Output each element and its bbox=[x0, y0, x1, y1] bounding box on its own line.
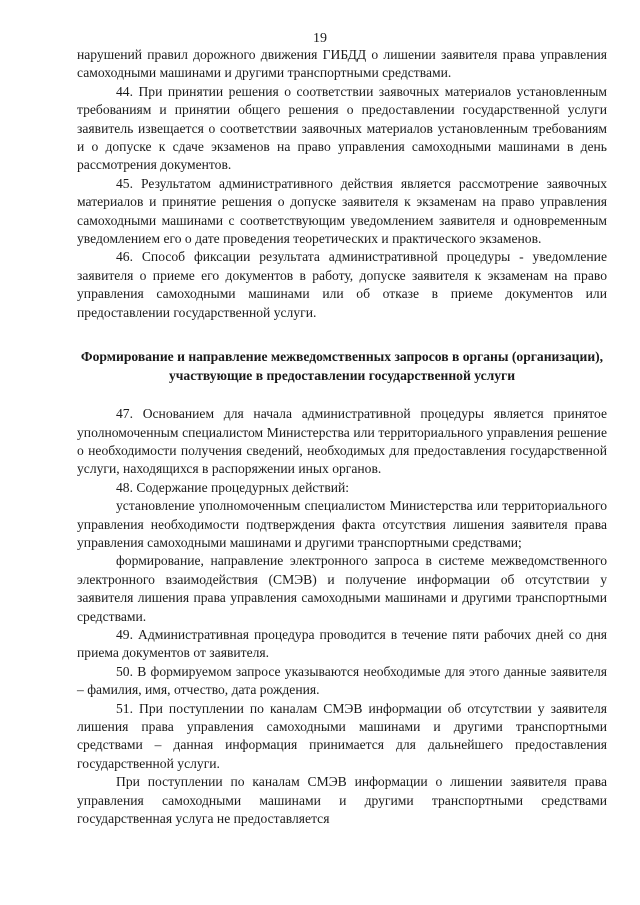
paragraph-50: 50. В формируемом запросе указываются необходимые для этого данные заявителя – фамилия, имя, отчество, дата рождения. bbox=[77, 663, 607, 698]
spacer bbox=[77, 322, 607, 347]
paragraph-46: 46. Способ фиксации результата административной процедуры - уведомление заявителя о приеме его документов в работу, допуске заявителя к экзаменам на право управления самоходными машинами или об отказе в приеме документов или предоставлении государственной услуги. bbox=[77, 249, 607, 320]
paragraph-51-continuation: При поступлении по каналам СМЭВ информации о лишении заявителя права управления самоходными машинами и другими транспортными средствами государственная услуга не предоставляется bbox=[77, 774, 607, 827]
paragraph-continuation: нарушений правил дорожного движения ГИБДД о лишении заявителя права управления самоходными машинами и другими транспортными средствами. bbox=[77, 47, 607, 81]
paragraph-48-item-1: установление уполномоченным специалистом Министерства или территориального управления необходимости подтверждения факта отсутствия лишения заявителя права управления самоходными машинами и другими транспортными средствами; bbox=[77, 498, 607, 550]
page-body bbox=[77, 46, 607, 828]
paragraph-48: 48. Содержание процедурных действий: bbox=[116, 479, 350, 495]
section-heading: Формирование и направление межведомственных запросов в органы (организации), участвующие в предоставлении государственной услуги bbox=[80, 349, 604, 384]
paragraph-45: 45. Результатом административного действия является рассмотрение заявочных материалов и принятие решения о допуске заявителя к экзаменам на право управления самоходными машинами с соответствующим уведомлением заявителя и одновременным уведомлением его о дате проведения теоретических и практического экзаменов. bbox=[77, 175, 607, 247]
paragraph-49: 49. Административная процедура проводится в течение пяти рабочих дней со дня приема документов от заявителя. bbox=[77, 626, 607, 661]
page-number: 19 bbox=[313, 31, 327, 46]
paragraph-44: 44. При принятии решения о соответствии заявочных материалов установленным требованиям и принятии общего решения о предоставлении государственной услуги заявитель извещается о соответствии заявочных материалов установленным требованиям и о допуске к сдаче экзаменов на право управления самоходными машинами в день рассмотрения документов. bbox=[77, 83, 607, 173]
spacer bbox=[77, 385, 607, 405]
paragraph-47: 47. Основанием для начала административной процедуры является принятое уполномоченным специалистом Министерства или территориального управления решение о необходимости получения сведений, необходимых для предоставления государственной услуги, находящихся в распоряжении иных органов. bbox=[77, 406, 607, 477]
paragraph-51: 51. При поступлении по каналам СМЭВ информации об отсутствии у заявителя лишения права управления самоходными машинами и другими транспортными средствами – данная информация принимается для дальнейшего предоставления государственной услуги. bbox=[77, 700, 607, 771]
paragraph-48-item-2: формирование, направление электронного запроса в системе межведомственного электронного взаимодействия (СМЭВ) и получение информации об отсутствии у заявителя лишения права управления самоходными машинами и другими транспортными средствами. bbox=[77, 553, 607, 624]
